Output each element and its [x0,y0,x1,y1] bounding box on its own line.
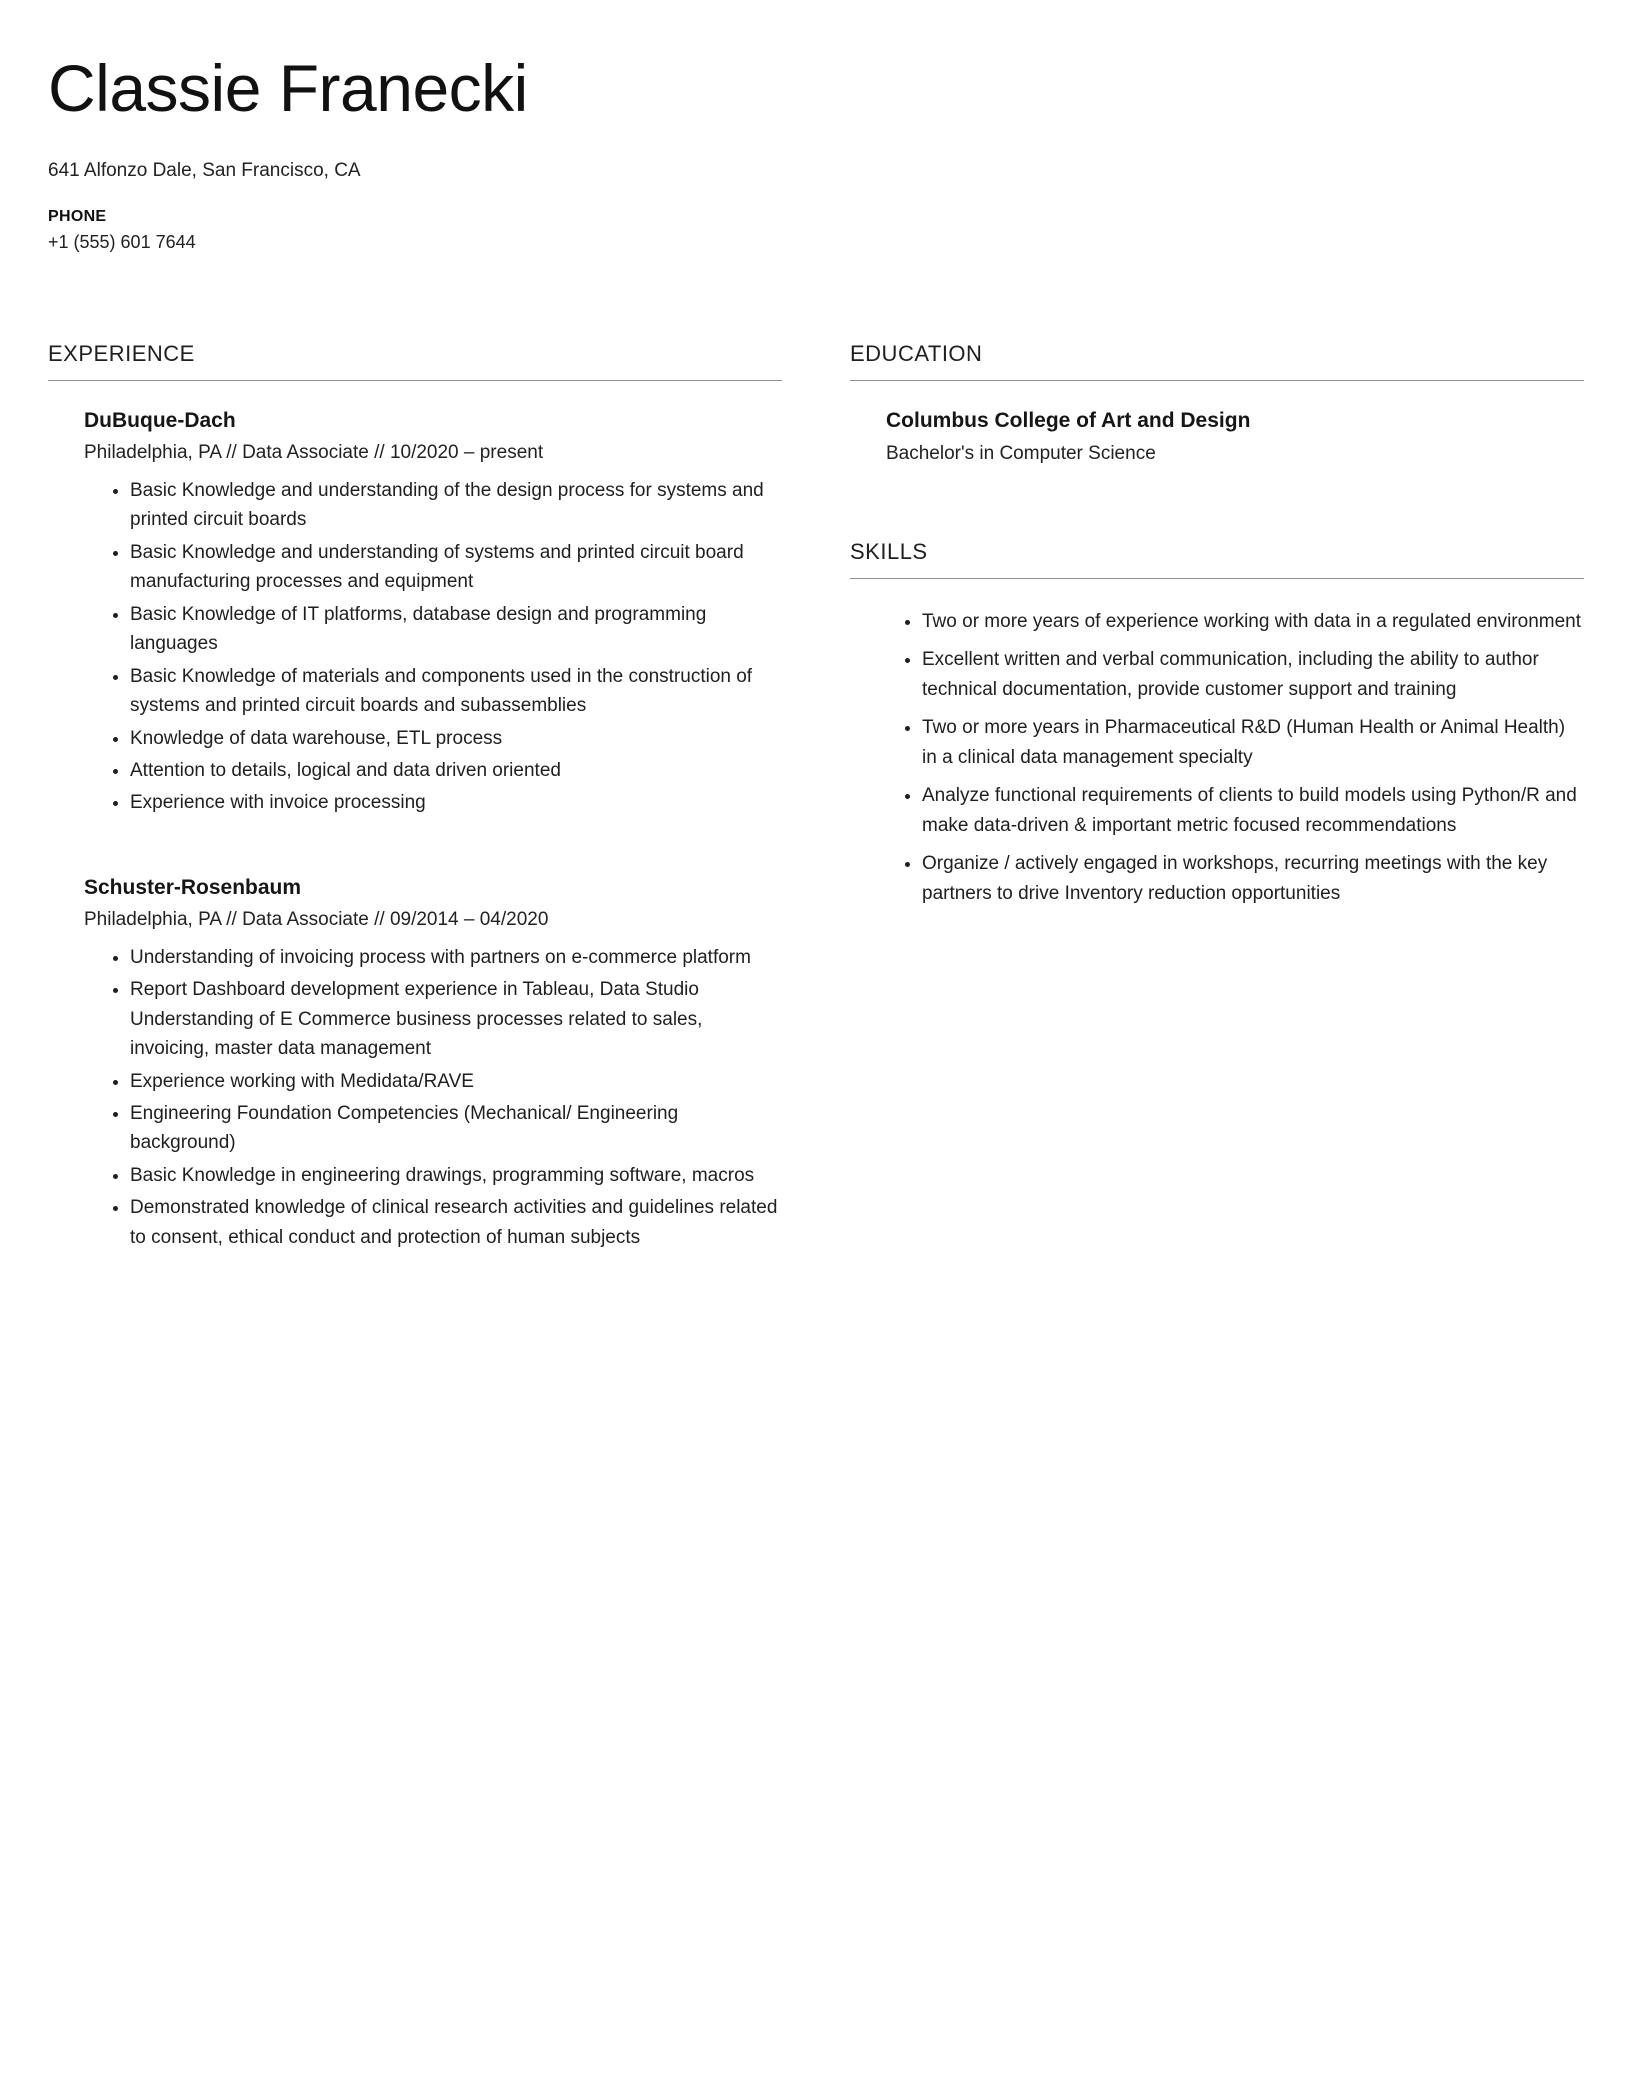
bullet-item: • Basic Knowledge and understanding of systems and printed circuit board manufacturing processes and equipment [130,538,782,597]
resume-columns [48,341,1584,1310]
phone-number: +1 (555) 601 7644 [48,232,196,252]
experience-section [48,341,782,1252]
job-entry [48,409,782,818]
education-entry [850,409,1584,465]
skills-section [850,539,1584,908]
skill-item: • Analyze functional requirements of clients to build models using Python/R and make data-driven & important metric focused recommendations [922,781,1584,840]
phone-label: PHONE [48,208,107,225]
bullet-item: • Demonstrated knowledge of clinical research activities and guidelines related to consent, ethical conduct and protection of human subjects [130,1193,782,1252]
bullet-item: • Experience working with Medidata/RAVE [130,1067,782,1096]
bullet-item: • Report Dashboard development experience in Tableau, Data Studio Understanding of E Commerce business processes related to sales, invoicing, master data management [130,975,782,1063]
education-heading: EDUCATION [850,341,1584,381]
degree: Bachelor's in Computer Science [886,443,1156,464]
resume-header [48,50,1584,253]
skills-list [850,607,1584,908]
school-name: Columbus College of Art and Design [886,409,1251,432]
job-meta: Philadelphia, PA // Data Associate // 09/2014 – 04/2020 [84,908,549,930]
right-column [850,341,1584,917]
bullet-item: • Experience with invoice processing [130,788,782,817]
education-section [850,341,1584,465]
job-company: DuBuque-Dach [84,409,236,432]
job-bullets [84,943,782,1252]
skill-item: • Organize / actively engaged in workshops, recurring meetings with the key partners to drive Inventory reduction opportunities [922,849,1584,908]
skills-heading: SKILLS [850,539,1584,579]
bullet-item: • Basic Knowledge in engineering drawings, programming software, macros [130,1161,782,1190]
job-bullets [84,476,782,818]
bullet-item: • Knowledge of data warehouse, ETL process [130,724,782,753]
skill-item: • Two or more years in Pharmaceutical R&D (Human Health or Animal Health) in a clinical data management specialty [922,713,1584,772]
job-meta: Philadelphia, PA // Data Associate // 10/2020 – present [84,442,544,463]
person-name: Classie Franecki [48,51,528,125]
skill-item: • Two or more years of experience working with data in a regulated environment [922,607,1584,636]
skill-item: • Excellent written and verbal communication, including the ability to author technical documentation, provide customer support and training [922,645,1584,704]
experience-heading: EXPERIENCE [48,341,782,381]
job-entry [48,876,782,1252]
bullet-item: • Attention to details, logical and data driven oriented [130,756,782,785]
bullet-item: • Engineering Foundation Competencies (Mechanical/ Engineering background) [130,1099,782,1158]
jobs-list [48,409,782,1252]
address-line: 641 Alfonzo Dale, San Francisco, CA [48,160,361,181]
bullet-item: • Basic Knowledge of materials and components used in the construction of systems and printed circuit boards and subassemblies [130,662,782,721]
left-column [48,341,782,1310]
bullet-item: • Understanding of invoicing process with partners on e-commerce platform [130,943,782,972]
job-company: Schuster-Rosenbaum [84,875,302,899]
bullet-item: • Basic Knowledge and understanding of the design process for systems and printed circuit boards [130,476,782,535]
bullet-item: • Basic Knowledge of IT platforms, database design and programming languages [130,600,782,659]
